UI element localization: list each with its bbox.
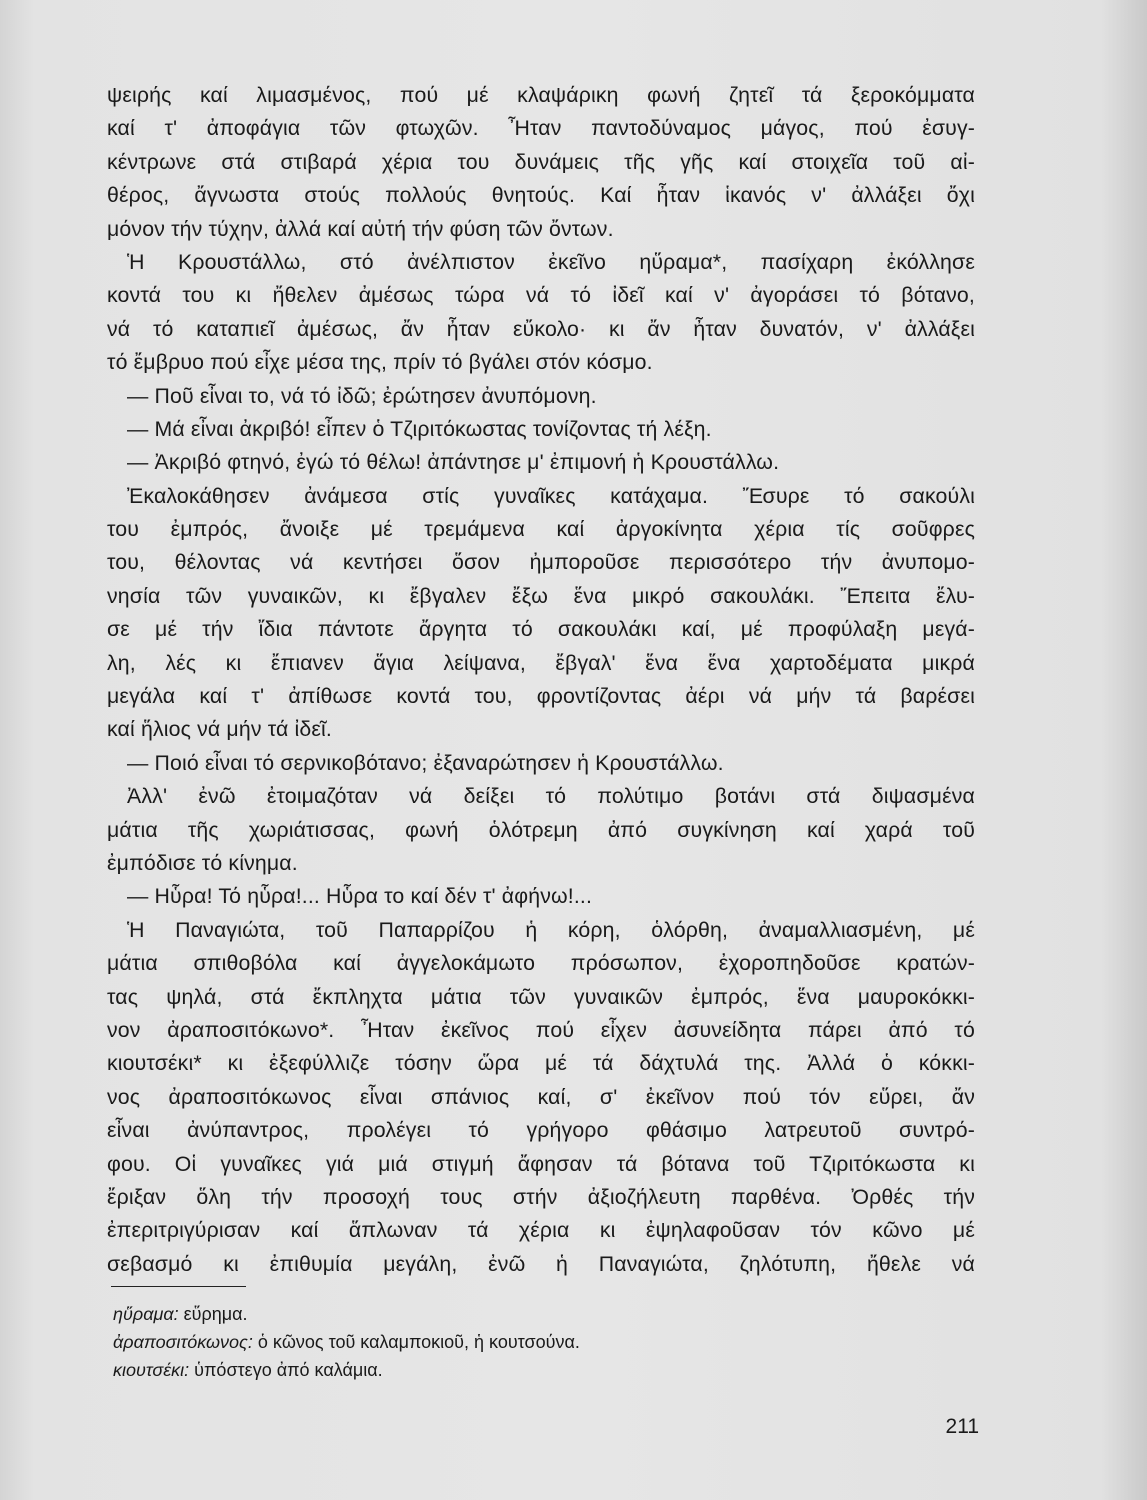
- text-line: μάτια σπιθοβόλα καί ἀγγελοκάμωτο πρόσωπον, ἐχοροπηδοῦσε κρατών-: [107, 951, 975, 976]
- footnote: [113, 1328, 973, 1356]
- footnote-term: ἀραποσιτόκωνος:: [113, 1332, 253, 1352]
- text-line: σε μέ τήν ἴδια πάντοτε ἄργητα τό σακουλάκι καί, μέ προφύλαξη μεγά-: [107, 617, 975, 642]
- text-line: Ἀλλ' ἐνῶ ἐτοιμαζόταν νά δείξει τό πολύτιμο βοτάνι στά διψασμένα: [127, 784, 975, 809]
- text-line: ἐμπόδισε τό κίνημα.: [107, 850, 298, 875]
- text-line: κιουτσέκι* κι ἐξεφύλλιζε τόσην ὥρα μέ τά δάχτυλά της. Ἀλλά ὁ κόκκι-: [107, 1051, 975, 1076]
- dialogue-line: — Μά εἶναι ἀκριβό! εἶπεν ὁ Τζιριτόκωστας τονίζοντας τή λέξη.: [127, 416, 712, 441]
- text-line: τας ψηλά, στά ἔκπληχτα μάτια τῶν γυναικῶν ἐμπρός, ἕνα μαυροκόκκι-: [107, 984, 975, 1009]
- footnote: [113, 1300, 973, 1328]
- text-line: καί ἥλιος νά μήν τά ἰδεῖ.: [107, 717, 332, 742]
- footnote: [113, 1356, 973, 1384]
- text-line: Ἐκαλοκάθησεν ἀνάμεσα στίς γυναῖκες κατάχαμα. Ἔσυρε τό σακούλι: [127, 483, 975, 508]
- text-line: μάτια τῆς χωριάτισσας, φωνή ὁλότρεμη ἀπό συγκίνηση καί χαρά τοῦ: [107, 817, 975, 842]
- text-line: νησία τῶν γυναικῶν, κι ἔβγαλεν ἔξω ἕνα μικρό σακουλάκι. Ἔπειτα ἔλυ-: [107, 583, 975, 608]
- footnote-definition: ὑπόστεγο ἀπό καλάμια.: [194, 1360, 383, 1380]
- dialogue-line: — Ηὗρα! Τό ηὗρα!... Ηὗρα το καί δέν τ' ἀφήνω!...: [127, 884, 593, 909]
- text-line: θέρος, ἄγνωστα στούς πολλούς θνητούς. Καί ἦταν ἱκανός ν' ἀλλάξει ὄχι: [107, 183, 975, 208]
- text-line: του ἐμπρός, ἄνοιξε μέ τρεμάμενα καί ἀργοκίνητα χέρια τίς σοῦφρες: [107, 517, 975, 542]
- text-line: τό ἔμβρυο πού εἶχε μέσα της, πρίν τό βγάλει στόν κόσμο.: [107, 350, 653, 375]
- text-line: μεγάλα καί τ' ἀπίθωσε κοντά του, φροντίζοντας ἀέρι νά μήν τά βαρέσει: [107, 684, 975, 709]
- dialogue-line: — Ποῦ εἶναι το, νά τό ἰδῶ; ἐρώτησεν ἀνυπόμονη.: [127, 383, 597, 408]
- text-line: καί τ' ἀποφάγια τῶν φτωχῶν. Ἦταν παντοδύναμος μάγος, πού ἐσυγ-: [107, 116, 975, 141]
- dialogue-line: — Ἀκριβό φτηνό, ἐγώ τό θέλω! ἀπάντησε μ' ἐπιμονή ἡ Κρουστάλλω.: [127, 450, 780, 475]
- text-line: ψειρής καί λιμασμένος, πού μέ κλαψάρικη φωνή ζητεῖ τά ξεροκόμματα: [107, 83, 975, 107]
- footnote-definition: εὕρημα.: [183, 1304, 248, 1324]
- text-line: του, θέλοντας νά κεντήσει ὅσον ἠμποροῦσε περισσότερο τήν ἀνυπομο-: [107, 550, 975, 575]
- text-line: Ἡ Παναγιώτα, τοῦ Παπαρρίζου ἡ κόρη, ὁλόρθη, ἀναμαλλιασμένη, μέ: [127, 917, 975, 942]
- text-line: κοντά του κι ἤθελεν ἀμέσως τώρα νά τό ἰδεῖ καί ν' ἀγοράσει τό βότανο,: [107, 283, 975, 308]
- text-line: ἔριξαν ὅλη τήν προσοχή τους στήν ἀξιοζήλευτη παρθένα. Ὀρθές τήν: [107, 1184, 975, 1209]
- text-line: λη, λές κι ἔπιανεν ἅγια λείψανα, ἔβγαλ' ἕνα ἕνα χαρτοδέματα μικρά: [107, 650, 975, 675]
- footnote-term: κιουτσέκι:: [113, 1360, 190, 1380]
- text-line: σεβασμό κι ἐπιθυμία μεγάλη, ἐνῶ ἡ Παναγιώτα, ζηλότυπη, ἤθελε νά: [107, 1251, 975, 1276]
- footnote-separator: [111, 1286, 246, 1287]
- dialogue-line: — Ποιό εἶναι τό σερνικοβότανο; ἐξαναρώτησεν ἡ Κρουστάλλω.: [127, 750, 724, 775]
- body-text: [107, 79, 975, 1281]
- text-line: κέντρωνε στά στιβαρά χέρια του δυνάμεις τῆς γῆς καί στοιχεῖα τοῦ αἰ-: [107, 149, 975, 174]
- text-line: φου. Οἱ γυναῖκες γιά μιά στιγμή ἄφησαν τά βότανα τοῦ Τζιριτόκωστα κι: [107, 1151, 975, 1176]
- footnote-term: ηὕραμα:: [113, 1304, 179, 1324]
- text-line: μόνον τήν τύχην, ἀλλά καί αὐτή τήν φύση τῶν ὄντων.: [107, 216, 614, 241]
- footnotes: [113, 1300, 973, 1384]
- page-number: 211: [945, 1415, 979, 1438]
- text-line: νά τό καταπιεῖ ἀμέσως, ἄν ἦταν εὔκολο· κι ἄν ἦταν δυνατόν, ν' ἀλλάξει: [107, 316, 975, 341]
- text-line: ἐπεριτριγύρισαν καί ἅπλωναν τά χέρια κι ἐψηλαφοῦσαν τόν κῶνο μέ: [107, 1218, 975, 1243]
- footnote-definition: ὁ κῶνος τοῦ καλαμποκιοῦ, ἡ κουτσούνα.: [257, 1332, 580, 1352]
- text-line: Ἡ Κρουστάλλω, στό ἀνέλπιστον ἐκεῖνο ηὕραμα*, πασίχαρη ἐκόλλησε: [127, 249, 975, 274]
- text-line: εἶναι ἀνύπαντρος, προλέγει τό γρήγορο φθάσιμο λατρευτοῦ συντρό-: [107, 1118, 975, 1143]
- text-line: νος ἀραποσιτόκωνος εἶναι σπάνιος καί, σ' ἐκεῖνον πού τόν εὕρει, ἄν: [107, 1084, 975, 1109]
- text-line: νον ἀραποσιτόκωνο*. Ἦταν ἐκεῖνος πού εἶχεν ἀσυνείδητα πάρει ἀπό τό: [107, 1017, 975, 1042]
